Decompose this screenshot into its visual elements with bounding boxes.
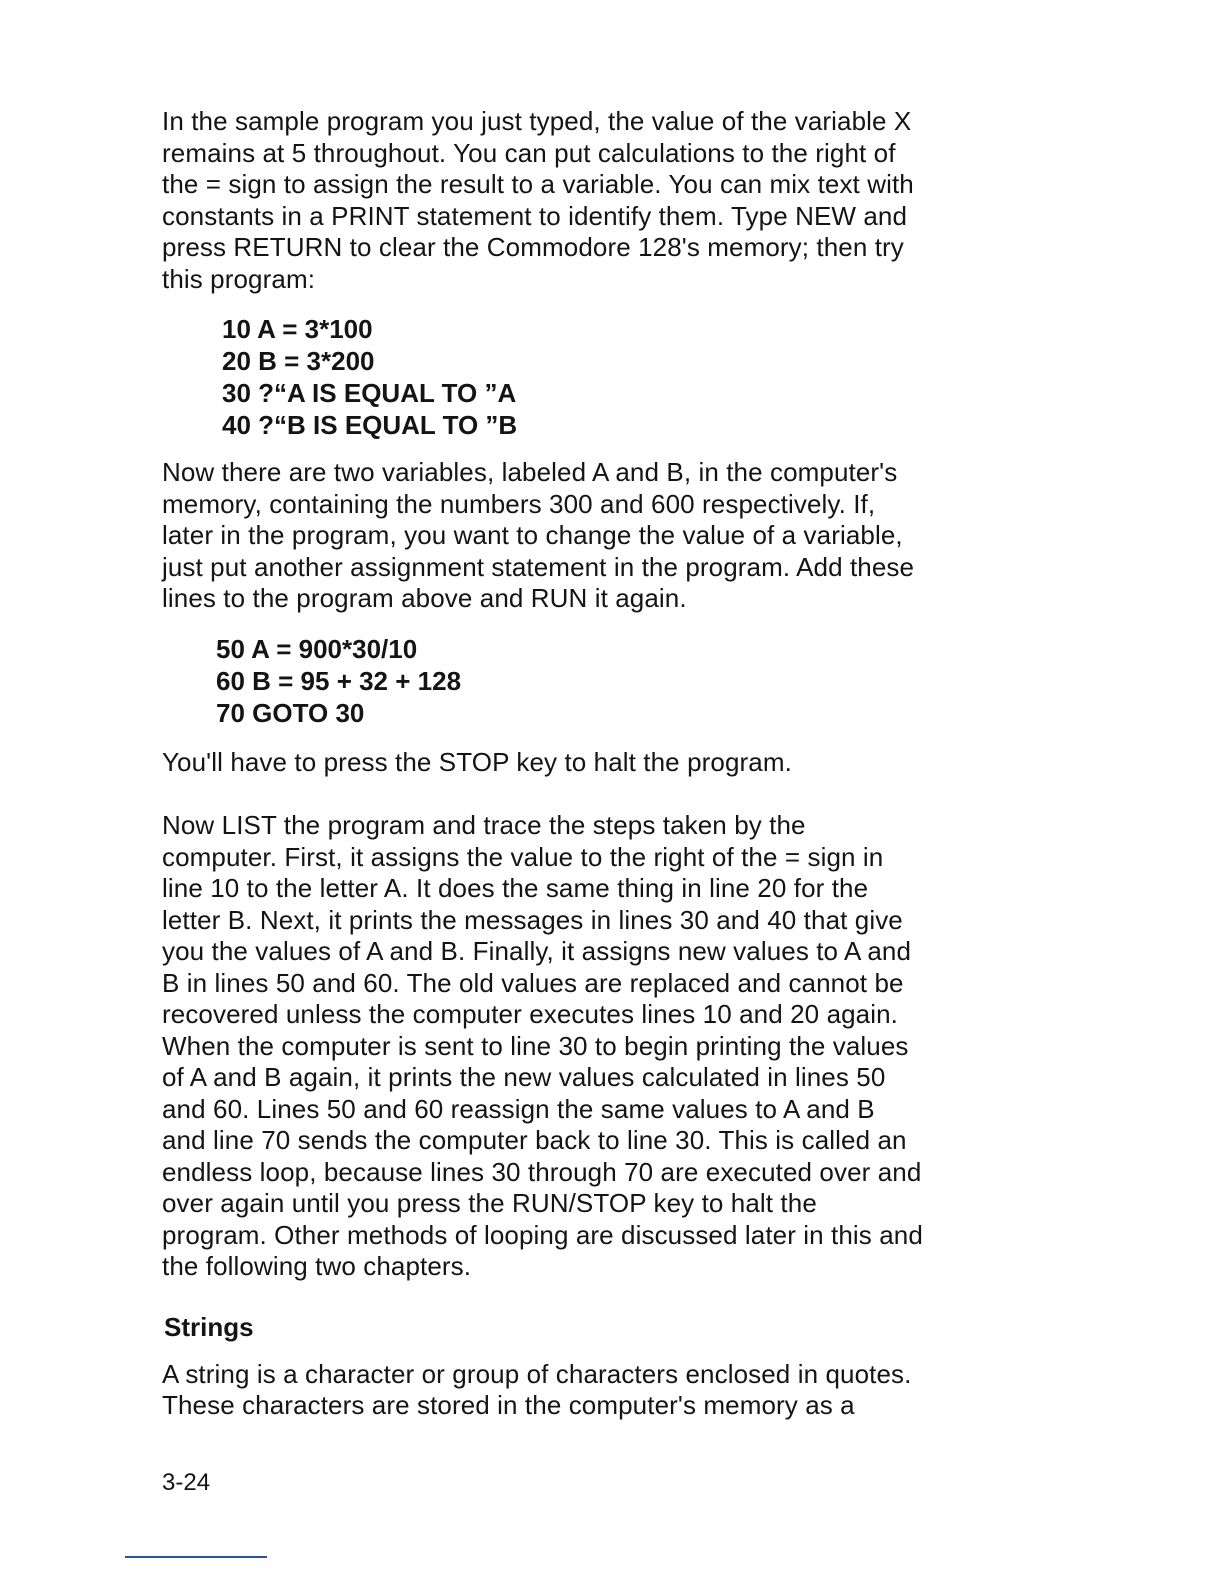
text-line: B in lines 50 and 60. The old values are replaced and cannot be bbox=[162, 967, 904, 998]
text-line: and 60. Lines 50 and 60 reassign the same values to A and B bbox=[162, 1093, 875, 1124]
text-line: memory, containing the numbers 300 and 600 respectively. If, bbox=[162, 488, 876, 519]
paragraph-variables bbox=[162, 457, 1022, 615]
code-line: 30 ?“A IS EQUAL TO ”A bbox=[222, 378, 517, 408]
text-line: computer. First, it assigns the value to the right of the = sign in bbox=[162, 841, 884, 872]
text-line: press RETURN to clear the Commodore 128's memory; then try bbox=[162, 232, 904, 262]
text-line: and line 70 sends the computer back to line 30. This is called an bbox=[162, 1125, 907, 1155]
paragraph-strings bbox=[162, 1359, 1022, 1422]
text-line: later in the program, you want to change the value of a variable, bbox=[162, 520, 903, 550]
text-line: You'll have to press the STOP key to halt the program. bbox=[162, 746, 792, 777]
text-line: lines to the program above and RUN it again. bbox=[162, 583, 687, 613]
text-line: recovered unless the computer executes lines 10 and 20 again. bbox=[162, 999, 899, 1029]
code-line: 60 B = 95 + 32 + 128 bbox=[216, 665, 462, 696]
code-line: 40 ?“B IS EQUAL TO ”B bbox=[222, 410, 518, 440]
text-line: A string is a character or group of characters enclosed in quotes. bbox=[162, 1358, 912, 1389]
text-line: just put another assignment statement in the program. Add these bbox=[162, 551, 915, 582]
paragraph-stop-key bbox=[162, 747, 1022, 779]
text-line: Now LIST the program and trace the steps taken by the bbox=[162, 810, 806, 840]
code-line: 20 B = 3*200 bbox=[222, 346, 375, 376]
section-heading: Strings bbox=[164, 1311, 254, 1342]
text-line: When the computer is sent to line 30 to begin printing the values bbox=[162, 1030, 909, 1061]
text-line: endless loop, because lines 30 through 70 are executed over and bbox=[162, 1156, 922, 1187]
code-listing-2 bbox=[216, 633, 1022, 729]
text-line: this program: bbox=[162, 263, 316, 294]
text-line: letter B. Next, it prints the messages in lines 30 and 40 that give bbox=[162, 904, 903, 935]
text-line: the = sign to assign the result to a variable. You can mix text with bbox=[162, 169, 914, 199]
text-line: over again until you press the RUN/STOP key to halt the bbox=[162, 1188, 817, 1218]
text-line: the following two chapters. bbox=[162, 1251, 472, 1281]
text-line: remains at 5 throughout. You can put calculations to the right of bbox=[162, 137, 896, 168]
text-line: of A and B again, it prints the new values calculated in lines 50 bbox=[162, 1062, 886, 1092]
code-listing-1 bbox=[222, 313, 1022, 441]
text-line: These characters are stored in the computer's memory as a bbox=[162, 1390, 855, 1420]
code-line: 70 GOTO 30 bbox=[216, 697, 365, 728]
document-page bbox=[162, 106, 1022, 1422]
paragraph-trace bbox=[162, 810, 1022, 1283]
text-line: program. Other methods of looping are discussed later in this and bbox=[162, 1219, 923, 1250]
text-line: constants in a PRINT statement to identify them. Type NEW and bbox=[162, 200, 908, 231]
code-line: 50 A = 900*30/10 bbox=[216, 633, 418, 664]
text-line: In the sample program you just typed, the value of the variable X bbox=[162, 106, 912, 136]
text-line: you the values of A and B. Finally, it assigns new values to A and bbox=[162, 936, 912, 966]
paragraph-intro bbox=[162, 106, 1022, 295]
page-number: 3-24 bbox=[162, 1469, 211, 1496]
text-line: line 10 to the letter A. It does the same thing in line 20 for the bbox=[162, 873, 869, 903]
code-line: 10 A = 3*100 bbox=[222, 314, 373, 344]
bottom-divider bbox=[125, 1556, 267, 1558]
text-line: Now there are two variables, labeled A and B, in the computer's bbox=[162, 457, 898, 487]
